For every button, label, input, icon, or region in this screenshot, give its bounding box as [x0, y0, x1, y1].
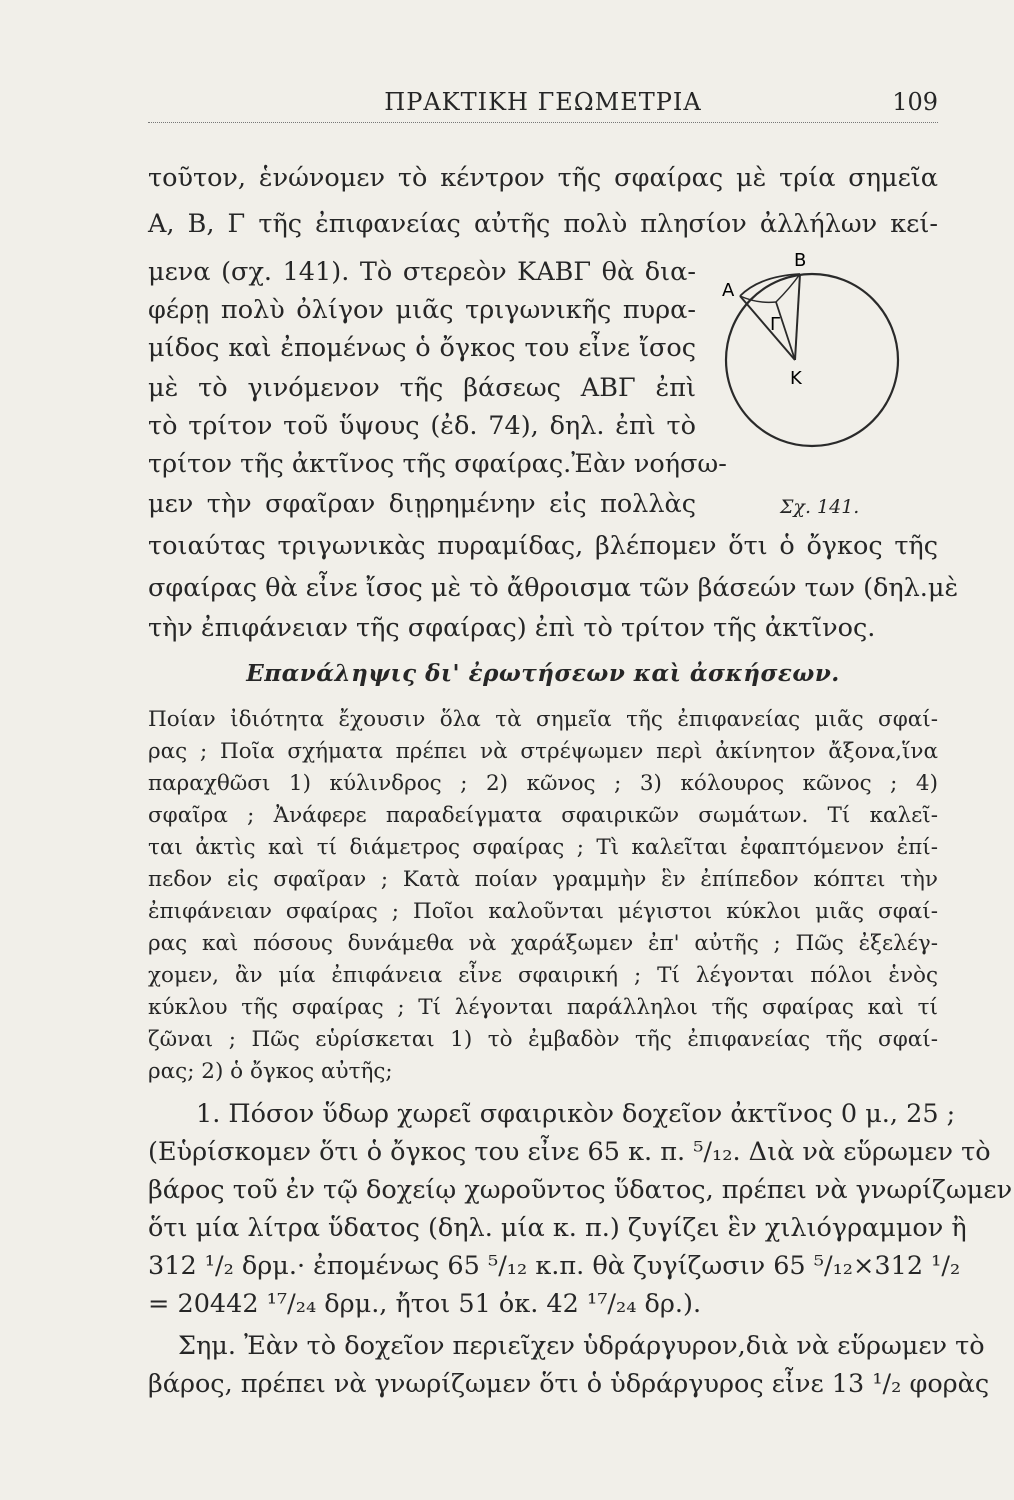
review-line: πεδον εἰς σφαῖραν ; Κατὰ ποίαν γραμμὴν ἓν ἐπίπεδον κόπτει τὴν: [148, 867, 938, 892]
body-line: σφαίρας θὰ εἶνε ἴσος μὲ τὸ ἄθροισμα τῶν βάσεών των (δηλ.μὲ: [148, 573, 959, 603]
review-line: κύκλου τῆς σφαίρας ; Τί λέγονται παράλληλοι τῆς σφαίρας καὶ τί: [148, 995, 938, 1020]
review-line: ἐπιφάνειαν σφαίρας ; Ποῖοι καλοῦνται μέγιστοι κύκλοι μιᾶς σφαί-: [148, 899, 938, 924]
sphere-diagram: [700, 248, 910, 488]
label-k: Κ: [790, 368, 802, 389]
note-line: βάρος, πρέπει νὰ γνωρίζωμεν ὅτι ὁ ὑδράργυρος εἶνε 13 ¹/₂ φορὰς: [148, 1369, 990, 1399]
body-line: μεν τὴν σφαῖραν διῃρημένην εἰς πολλὰς: [148, 489, 696, 519]
body-line: Α, Β, Γ τῆς ἐπιφανείας αὐτῆς πολὺ πλησίον ἀλλήλων κεί-: [148, 209, 938, 239]
body-line: τοιαύτας τριγωνικὰς πυραμίδας, βλέπομεν ὅτι ὁ ὄγκος τῆς: [148, 531, 938, 561]
exercise-line: ὅτι μία λίτρα ὕδατος (δηλ. μία κ. π.) ζυγίζει ἓν χιλιόγραμμον ἢ: [148, 1213, 967, 1243]
section-heading: Επανάληψις δι' ἐρωτήσεων καὶ ἀσκήσεων.: [246, 660, 840, 687]
exercise-line: βάρος τοῦ ἐν τῷ δοχείῳ χωροῦντος ὕδατος, πρέπει νὰ γνωρίζωμεν: [148, 1175, 1013, 1205]
review-line: ται ἀκτὶς καὶ τί διάμετρος σφαίρας ; Τὶ καλεῖται ἐφαπτόμενον ἐπί-: [148, 835, 938, 860]
review-line: παραχθῶσι 1) κύλινδρος ; 2) κῶνος ; 3) κόλουρος κῶνος ; 4): [148, 771, 938, 796]
exercise-line: = 20442 ¹⁷/₂₄ δρμ., ἤτοι 51 ὀκ. 42 ¹⁷/₂₄ δρ.).: [148, 1289, 702, 1319]
review-line: ζῶναι ; Πῶς εὑρίσκεται 1) τὸ ἐμβαδὸν τῆς ἐπιφανείας τῆς σφαί-: [148, 1027, 938, 1052]
body-line: μίδος καὶ ἐπομένως ὁ ὄγκος του εἶνε ἴσος: [148, 333, 696, 363]
body-line: τὸ τρίτον τοῦ ὕψους (ἐδ. 74), δηλ. ἐπὶ τὸ: [148, 411, 696, 441]
review-line: σφαῖρα ; Ἀνάφερε παραδείγματα σφαιρικῶν σωμάτων. Τί καλεῖ-: [148, 803, 938, 828]
running-title: ΠΡΑΚΤΙΚΗ ΓΕΩΜΕΤΡΙΑ: [384, 88, 702, 116]
figure-141: [700, 248, 910, 488]
body-line: τὴν ἐπιφάνειαν τῆς σφαίρας) ἐπὶ τὸ τρίτον τῆς ἀκτῖνος.: [148, 613, 876, 643]
label-a: Α: [722, 280, 735, 301]
page-number: 109: [892, 88, 938, 116]
review-line: ρας καὶ πόσους δυνάμεθα νὰ χαράξωμεν ἐπ' αὐτῆς ; Πῶς ἐξελέγ-: [148, 931, 938, 956]
exercise-line: 1. Πόσον ὕδωρ χωρεῖ σφαιρικὸν δοχεῖον ἀκτῖνος 0 μ., 25 ;: [196, 1099, 956, 1129]
body-line: τρίτον τῆς ἀκτῖνος τῆς σφαίρας.Ἐὰν νοήσω-: [148, 449, 727, 479]
note-line: Σημ. Ἐὰν τὸ δοχεῖον περιεῖχεν ὑδράργυρον,διὰ νὰ εὕρωμεν τὸ: [178, 1331, 985, 1361]
label-g: Γ: [770, 314, 781, 335]
exercise-line: (Εὑρίσκομεν ὅτι ὁ ὄγκος του εἶνε 65 κ. π. ⁵/₁₂. Διὰ νὰ εὕρωμεν τὸ: [148, 1137, 991, 1167]
review-line: ρας ; Ποῖα σχήματα πρέπει νὰ στρέψωμεν περὶ ἀκίνητον ἄξονα,ἵνα: [148, 739, 938, 764]
running-head: [148, 82, 938, 123]
exercise-line: 312 ¹/₂ δρμ.· ἐπομένως 65 ⁵/₁₂ κ.π. θὰ ζυγίζωσιν 65 ⁵/₁₂×312 ¹/₂: [148, 1251, 961, 1281]
body-line: τοῦτον, ἑνώνομεν τὸ κέντρον τῆς σφαίρας μὲ τρία σημεῖα: [148, 163, 938, 193]
review-line: ρας; 2) ὁ ὄγκος αὐτῆς;: [148, 1059, 393, 1084]
figure-caption: Σχ. 141.: [780, 496, 860, 518]
label-b: Β: [794, 250, 807, 271]
body-line: φέρῃ πολὺ ὀλίγον μιᾶς τριγωνικῆς πυρα-: [148, 295, 696, 325]
body-line: μενα (σχ. 141). Τὸ στερεὸν ΚΑΒΓ θὰ δια-: [148, 257, 696, 287]
review-line: Ποίαν ἰδιότητα ἔχουσιν ὅλα τὰ σημεῖα τῆς ἐπιφανείας μιᾶς σφαί-: [148, 707, 938, 732]
body-line: μὲ τὸ γινόμενον τῆς βάσεως ΑΒΓ ἐπὶ: [148, 373, 696, 403]
review-line: χομεν, ἂν μία ἐπιφάνεια εἶνε σφαιρική ; Τί λέγονται πόλοι ἑνὸς: [148, 963, 938, 988]
edge-a-k: [740, 296, 795, 360]
edge-b-k: [795, 274, 800, 360]
